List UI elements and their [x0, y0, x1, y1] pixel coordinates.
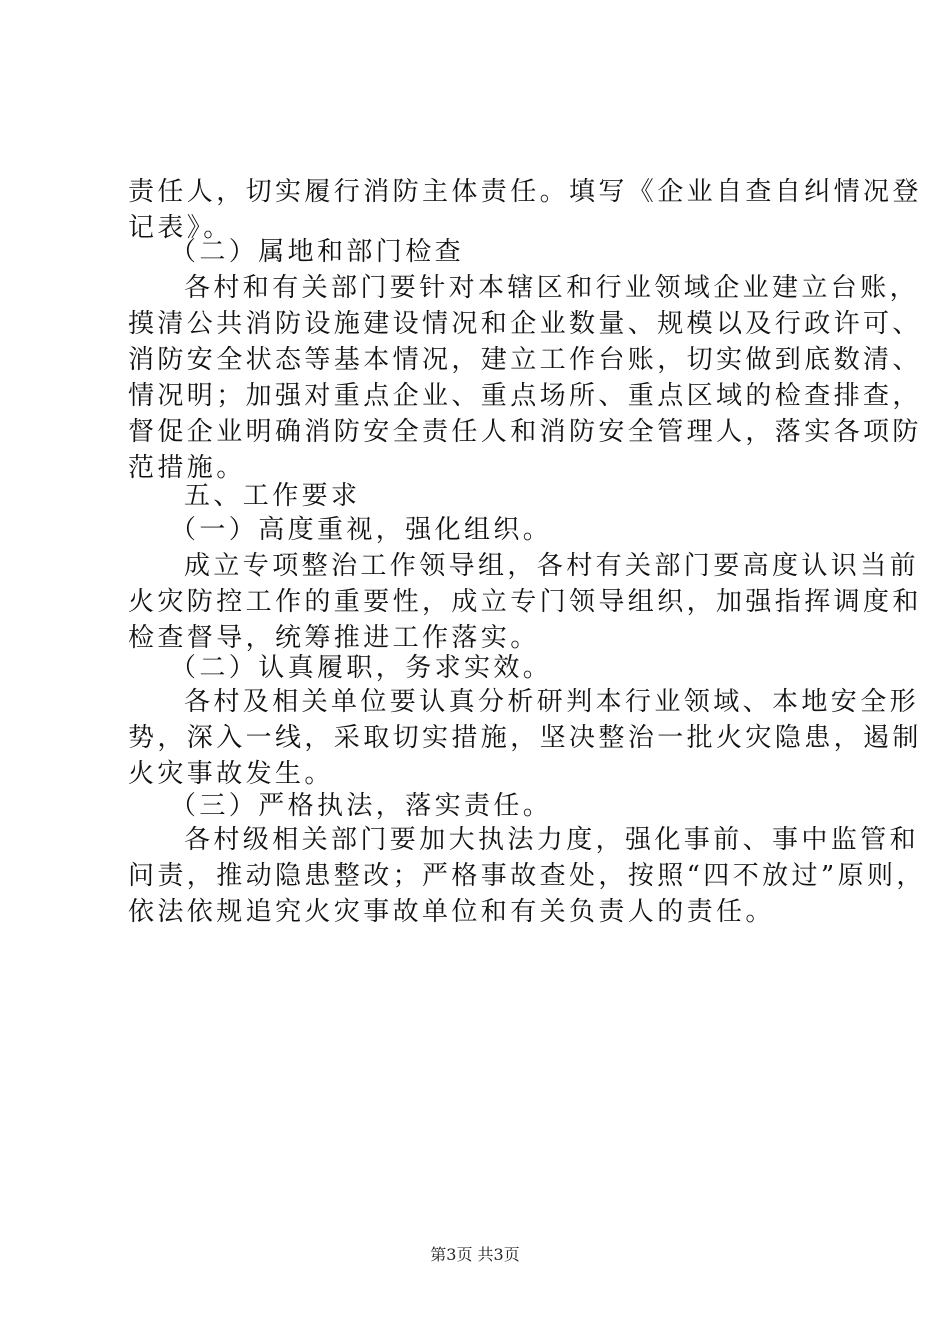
paragraph-line: 火灾防控工作的重要性，成立专门领导组织，加强指挥调度和	[128, 587, 922, 617]
paragraph-line: 问责，推动隐患整改；严格事故查处，按照“四不放过”原则，	[128, 861, 926, 891]
paragraph-line: 火灾事故发生。	[128, 759, 334, 789]
paragraph-line: 检查督导，统筹推进工作落实。	[128, 623, 540, 653]
text-line: 责任人，切实履行消防主体责任。填写《企业自查自纠情况登	[128, 177, 922, 207]
paragraph-line: 督促企业明确消防安全责任人和消防安全管理人，落实各项防	[128, 417, 922, 447]
paragraph-line: 摸清公共消防设施建设情况和企业数量、规模以及行政许可、	[128, 309, 922, 339]
section-heading: 五、工作要求	[184, 481, 361, 511]
subsection-heading: （一）高度重视，强化组织。	[170, 515, 553, 545]
paragraph-line: 情况明；加强对重点企业、重点场所、重点区域的检查排查，	[128, 381, 922, 411]
paragraph-line: 成立专项整治工作领导组，各村有关部门要高度认识当前	[184, 551, 920, 581]
section-heading: （二）属地和部门检查	[170, 237, 465, 267]
text-line: 记表》。	[128, 213, 233, 243]
page-number: 第3页 共3页	[430, 1245, 520, 1264]
paragraph-line: 依法依规追究火灾事故单位和有关负责人的责任。	[128, 897, 775, 927]
subsection-heading: （三）严格执法，落实责任。	[170, 791, 553, 821]
subsection-heading: （二）认真履职，务求实效。	[170, 653, 553, 683]
paragraph-line: 范措施。	[128, 453, 246, 483]
paragraph-line: 各村级相关部门要加大执法力度，强化事前、事中监管和	[184, 825, 920, 855]
paragraph-line: 消防安全状态等基本情况，建立工作台账，切实做到底数清、	[128, 345, 922, 375]
paragraph-line: 势，深入一线，采取切实措施，坚决整治一批火灾隐患，遏制	[128, 723, 922, 753]
paragraph-line: 各村和有关部门要针对本辖区和行业领域企业建立台账，	[184, 273, 920, 303]
paragraph-line: 各村及相关单位要认真分析研判本行业领域、本地安全形	[184, 687, 920, 717]
